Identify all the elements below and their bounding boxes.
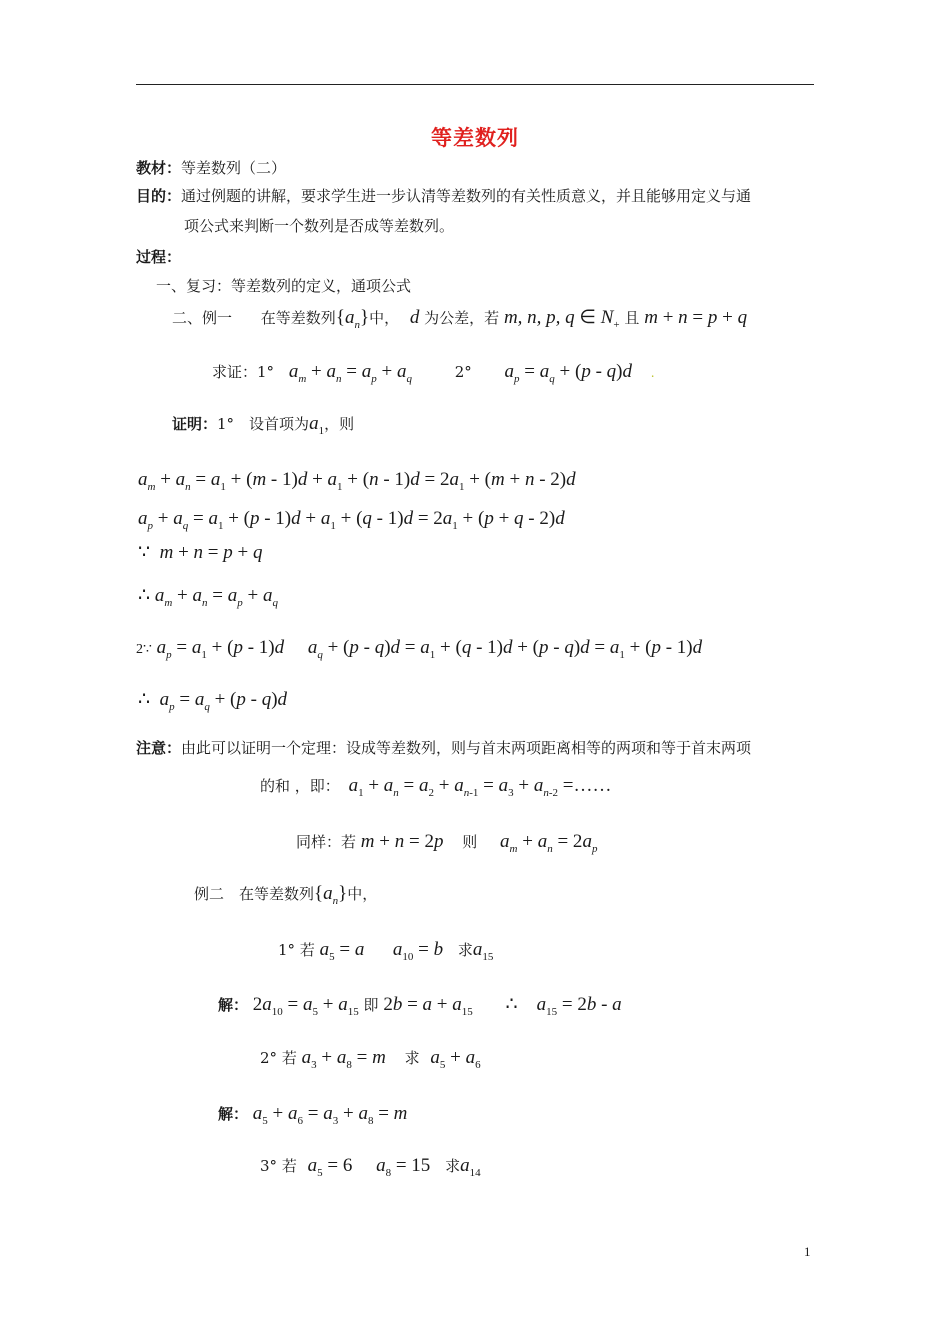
then-label: 则 xyxy=(462,833,478,851)
note-text-1: 由此可以证明一个定理：设成等差数列，则与首末两项距离相等的两项和等于首末两项 xyxy=(181,739,752,757)
sol-1-label: 解： xyxy=(218,996,249,1014)
proof-line xyxy=(172,414,354,441)
same-cond: m + n = 2p xyxy=(360,831,444,852)
q2-cond: $a_3 + a_8 = m$ xyxy=(301,1047,386,1071)
q3-label: 3° xyxy=(260,1157,278,1175)
q1-qiu: 求 xyxy=(457,941,473,959)
q3-line xyxy=(260,1156,481,1183)
q2-qiu: 求 xyxy=(404,1049,420,1067)
q1-label: 1° xyxy=(278,941,296,959)
dot-mark: . xyxy=(650,366,655,380)
sol-2-label: 解： xyxy=(218,1105,249,1123)
q2-target: $a_5 + a_6$ xyxy=(430,1047,481,1071)
d-var: d xyxy=(409,307,420,328)
guocheng-label: 过程： xyxy=(136,248,182,266)
q1-line xyxy=(278,940,493,967)
header-rule xyxy=(136,84,814,85)
ex2-t2: 中， xyxy=(347,885,378,903)
same-label: 同样：若 xyxy=(296,833,357,851)
mudi-text-2: 项公式来判断一个数列是否成等差数列。 xyxy=(184,217,455,235)
note-line xyxy=(136,738,751,758)
q2-label: 2° xyxy=(260,1049,278,1067)
note-text-2: 的和 ，即： xyxy=(260,777,340,795)
note-line-2 xyxy=(260,776,611,803)
q1-ruo: 若 xyxy=(299,941,315,959)
therefore-line-1: ∴ $a_m + a_n = a_p + a_q$ xyxy=(138,585,278,609)
mudi-line xyxy=(136,186,751,206)
mnpq-cond: m, n, p, q ∈ $N_+$ xyxy=(503,307,620,331)
sol-1-eq-3: ∴ $a_{15} = 2b - a$ xyxy=(505,994,622,1018)
prove-eq-1: $a_m + a_n = a_p + a_q$ xyxy=(288,361,412,385)
mudi-text-1: 通过例题的讲解，要求学生进一步认清等差数列的有关性质意义，并且能够用定义与通 xyxy=(181,187,752,205)
ex1-label: 二、例一 xyxy=(172,309,233,327)
sol-2-eq: $a_5 + a_6 = a_3 + a_8 = m$ xyxy=(252,1103,408,1127)
example-2-line xyxy=(194,884,377,911)
example-1-line xyxy=(172,308,747,335)
prove-line xyxy=(212,362,655,389)
therefore-line-2: ∴ $a_p = a_q + (p - q)d$ xyxy=(138,689,288,713)
proof-part-2: 2∵ $a_p = a_1 + (p - 1)d$ $a_q + (p - q)d = a_1 + (q - 1)d + (p - q)d = a_1 + (p - 1)d$ xyxy=(136,637,703,661)
q1-cond: $a_5 = a$ $a_{10} = b$ xyxy=(319,939,444,963)
mudi-label: 目的： xyxy=(136,187,182,205)
ex2-label: 例二 在等差数列 xyxy=(194,885,315,903)
sol-1-eq-1: $2a_{10} = a_5 + a_{15}$ xyxy=(252,994,359,1018)
q3-target: $a_{14}$ xyxy=(460,1155,481,1179)
seq-an-2: $\{a_n\}$ xyxy=(314,883,348,907)
ex1-t3: 为公差，若 xyxy=(424,309,500,327)
jiaocai-line xyxy=(136,158,286,178)
q3-qiu: 求 xyxy=(445,1157,461,1175)
sol-1-eq-2: $2b = a + a_{15}$ xyxy=(383,994,473,1018)
ex1-t4: 且 xyxy=(624,309,640,327)
q1-target: $a_{15}$ xyxy=(472,939,494,963)
note-eq: $a_1 + a_n = a_2 + a_{n-1} = a_3 + a_{n-2}$ =…… xyxy=(348,775,612,799)
proof-t1: 1° 设首项为 xyxy=(217,415,310,433)
because-line: ∵ m + n = p + q xyxy=(138,542,263,563)
ex1-t1: 在等差数列 xyxy=(260,309,336,327)
sol-1-line xyxy=(218,995,622,1022)
jiaocai-label: 教材： xyxy=(136,159,182,177)
page-number: 1 xyxy=(804,1244,811,1259)
q2-ruo: 若 xyxy=(281,1049,297,1067)
prove-label-2: 2° xyxy=(454,363,472,381)
mn-pq-cond: m + n = p + q xyxy=(644,307,748,328)
q3-ruo: 若 xyxy=(281,1157,297,1175)
ex1-t2: 中， xyxy=(369,309,400,327)
sol-2-line xyxy=(218,1104,407,1131)
sol-1-ji: 即 xyxy=(363,996,379,1014)
same-result: $a_m + a_n = 2a_p$ xyxy=(500,831,598,855)
a1-var: $a_1$ xyxy=(309,413,325,437)
mudi-line-2 xyxy=(184,216,454,236)
note-label: 注意： xyxy=(136,739,182,757)
q3-cond: $a_5 = 6$ $a_8 = 15$ xyxy=(307,1155,431,1179)
prove-label: 求证：1° xyxy=(212,363,275,381)
proof-t2: ，则 xyxy=(324,415,355,433)
same-line xyxy=(296,832,597,859)
page-title: 等差数列 xyxy=(431,126,519,150)
q2-line xyxy=(260,1048,481,1075)
prove-eq-2: $a_p = a_q + (p - q)d$ xyxy=(504,361,632,385)
proof-eq-1: $a_m + a_n = a_1 + (m - 1)d + a_1 + (n - 1)d = 2a_1 + (m + n - 2)d$ xyxy=(138,469,576,493)
proof-eq-2: $a_p + a_q = a_1 + (p - 1)d + a_1 + (q - 1)d = 2a_1 + (p + q - 2)d$ xyxy=(138,508,565,532)
proof-label: 证明： xyxy=(172,415,218,433)
review-line: 一、复习：等差数列的定义，通项公式 xyxy=(156,277,412,295)
jiaocai-text: 等差数列（二） xyxy=(181,159,287,177)
seq-an: $\{a_n\}$ xyxy=(335,307,370,331)
